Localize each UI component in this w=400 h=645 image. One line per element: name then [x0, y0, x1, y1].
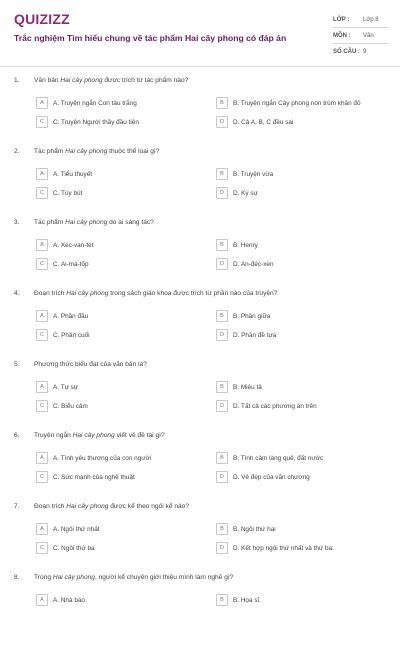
- question-number: 2.: [14, 148, 20, 155]
- answer-letter-box[interactable]: B: [216, 97, 228, 109]
- question-4: [14, 290, 394, 361]
- answer-text: D. Vẻ đẹp của văn chương: [233, 473, 310, 481]
- answer-text: A. Xéc-van-tét: [53, 241, 94, 249]
- answer-options: [36, 239, 394, 270]
- answer-option[interactable]: [36, 168, 216, 180]
- question-prompt: [34, 148, 159, 155]
- answer-letter-box[interactable]: D: [216, 187, 228, 199]
- answer-letter-box[interactable]: D: [216, 258, 228, 270]
- question-3: [14, 219, 394, 290]
- work-title: Hai cây phong: [60, 77, 103, 84]
- work-title: Hai cây phong: [66, 290, 109, 297]
- answer-option[interactable]: [36, 239, 216, 251]
- answer-text: C. Phần cuối: [53, 331, 90, 339]
- answer-option[interactable]: [36, 471, 216, 483]
- answer-letter-box[interactable]: D: [216, 116, 228, 128]
- meta-row-count: [333, 44, 389, 59]
- answer-option[interactable]: [216, 594, 396, 606]
- meta-row-subject: [333, 28, 389, 44]
- meta-value: Văn: [363, 32, 374, 39]
- answer-letter-box[interactable]: C: [36, 400, 48, 412]
- question-text: [14, 361, 394, 381]
- answer-text: A. Ngôi thứ nhất: [53, 525, 100, 533]
- question-text: [14, 148, 394, 168]
- question-5: [14, 361, 394, 432]
- answer-options: [36, 97, 394, 128]
- work-title: Hai cây phong: [72, 432, 115, 439]
- answer-text: D. Cả A, B, C đều sai: [233, 118, 294, 126]
- question-prompt: [34, 77, 188, 84]
- worksheet-title: Trắc nghiệm Tìm hiểu chung về tác phẩm Hai cây phong có đáp án: [14, 33, 287, 43]
- answer-letter-box[interactable]: B: [216, 310, 228, 322]
- answer-option[interactable]: [216, 471, 396, 483]
- question-text: [14, 219, 394, 239]
- answer-text: D. An-đéc-xen: [233, 260, 274, 268]
- answer-option[interactable]: [36, 523, 216, 535]
- answer-text: A. Tự sự: [53, 383, 79, 391]
- quizizz-logo: QUIZIZZ: [14, 11, 70, 27]
- question-text: [14, 503, 394, 523]
- meta-key: SỐ CÂU :: [333, 48, 360, 55]
- answer-letter-box[interactable]: D: [216, 329, 228, 341]
- answer-text: C. Ai-ma-tốp: [53, 260, 89, 268]
- answer-option[interactable]: [216, 381, 396, 393]
- answer-text: B. Ngôi thứ hai: [233, 525, 276, 533]
- answer-option[interactable]: [36, 258, 216, 270]
- answer-text: A. Nhà báo.: [53, 596, 87, 604]
- answer-letter-box[interactable]: A: [36, 381, 48, 393]
- answer-option[interactable]: [216, 452, 396, 464]
- question-prompt-end: được kể theo ngôi kể nào?: [108, 503, 190, 510]
- answer-option[interactable]: [216, 310, 396, 322]
- answer-option[interactable]: [216, 542, 396, 554]
- answer-text: A. Truyện ngắn Con tàu trắng: [53, 99, 137, 107]
- answer-text: C. Tùy bút: [53, 189, 83, 197]
- answer-text: B. Henry: [233, 241, 258, 249]
- answer-text: B. Miêu tả: [233, 383, 262, 391]
- answer-option[interactable]: [216, 168, 396, 180]
- answer-text: C. Ngôi thứ ba: [53, 544, 95, 552]
- answer-letter-box[interactable]: D: [216, 471, 228, 483]
- answer-text: D. Kết hợp ngôi thứ nhất và thứ ba.: [233, 544, 334, 552]
- work-title: Hai cây phong: [65, 219, 108, 226]
- answer-letter-box[interactable]: D: [216, 542, 228, 554]
- question-prompt: [34, 432, 165, 439]
- question-7: [14, 503, 394, 574]
- answer-options: [36, 310, 394, 341]
- answer-text: B. Truyện ngắn Cây phong non trùm khăn đỏ: [233, 99, 361, 107]
- meta-row-class: [333, 12, 389, 28]
- answer-letter-box[interactable]: C: [36, 542, 48, 554]
- answer-text: C. Truyện Người thầy đầu tiên: [53, 118, 139, 126]
- meta-key: LỚP :: [333, 16, 350, 23]
- question-text: [14, 432, 394, 452]
- question-prompt-start: Văn bản: [34, 77, 61, 84]
- answer-text: A. Phần đầu: [53, 312, 89, 320]
- question-8: [14, 574, 394, 645]
- answer-letter-box[interactable]: A: [36, 452, 48, 464]
- question-prompt-end: do ai sáng tác?: [107, 219, 154, 226]
- answer-letter-box[interactable]: A: [36, 594, 48, 606]
- answer-letter-box[interactable]: D: [216, 400, 228, 412]
- answer-letter-box[interactable]: C: [36, 258, 48, 270]
- answer-letter-box[interactable]: C: [36, 116, 48, 128]
- meta-table: [333, 12, 389, 59]
- answer-text: D. Tất cả các phương án trên: [233, 402, 317, 410]
- question-number: 4.: [14, 290, 20, 297]
- answer-letter-box[interactable]: B: [216, 239, 228, 251]
- answer-text: B. Tình cảm làng quê, đất nước: [233, 454, 324, 462]
- answer-option[interactable]: [36, 452, 216, 464]
- answer-letter-box[interactable]: A: [36, 97, 48, 109]
- answer-options: [36, 452, 394, 483]
- answer-letter-box[interactable]: A: [36, 310, 48, 322]
- answer-option[interactable]: [216, 400, 396, 412]
- answer-letter-box[interactable]: A: [36, 523, 48, 535]
- question-prompt: [34, 503, 189, 510]
- answer-text: C. Sức mạnh của nghệ thuật: [53, 473, 135, 481]
- answer-text: D. Ký sự: [233, 189, 258, 197]
- question-number: 5.: [14, 361, 20, 368]
- question-prompt-start: Phương thức biểu đạt của văn bản là?: [34, 361, 147, 368]
- answer-text: B. Phần giữa: [233, 312, 271, 320]
- question-prompt-start: Tác phẩm: [34, 148, 66, 155]
- answer-option[interactable]: [36, 542, 216, 554]
- answer-letter-box[interactable]: B: [216, 381, 228, 393]
- question-6: [14, 432, 394, 503]
- question-prompt-start: Đoạn trích: [34, 503, 67, 510]
- question-prompt-start: Truyện ngắn: [34, 432, 73, 439]
- answer-option[interactable]: [36, 97, 216, 109]
- answer-text: C. Biểu cảm: [53, 402, 88, 410]
- answer-option[interactable]: [216, 187, 396, 199]
- answer-options: [36, 168, 394, 199]
- answer-text: B. Truyện vừa: [233, 170, 274, 178]
- answer-option[interactable]: [216, 523, 396, 535]
- question-prompt-end: thuộc thể loại gì?: [107, 148, 160, 155]
- answer-text: A. Tình yêu thương của con người: [53, 454, 152, 462]
- answer-letter-box[interactable]: A: [36, 168, 48, 180]
- question-text: [14, 574, 394, 594]
- answer-option[interactable]: [36, 310, 216, 322]
- question-number: 1.: [14, 77, 20, 84]
- question-prompt-end: , người kể chuyện giới thiệu mình làm nghề gì?: [94, 574, 234, 581]
- question-list: [14, 77, 394, 645]
- question-number: 8.: [14, 574, 20, 581]
- question-prompt: [34, 290, 277, 297]
- answer-letter-box[interactable]: C: [36, 187, 48, 199]
- answer-text: A. Tiểu thuyết: [53, 170, 93, 178]
- question-number: 7.: [14, 503, 20, 510]
- answer-letter-box[interactable]: C: [36, 329, 48, 341]
- answer-text: D. Phần đề tựa: [233, 331, 277, 339]
- question-prompt-start: Tác phẩm: [34, 219, 66, 226]
- question-number: 6.: [14, 432, 20, 439]
- question-prompt-start: Trong: [34, 574, 53, 581]
- answer-option[interactable]: [36, 381, 216, 393]
- answer-letter-box[interactable]: A: [36, 239, 48, 251]
- answer-option[interactable]: [36, 187, 216, 199]
- question-prompt-end: được trích từ tác phẩm nào?: [102, 77, 189, 84]
- answer-option[interactable]: [36, 116, 216, 128]
- answer-letter-box[interactable]: B: [216, 452, 228, 464]
- answer-options: [36, 594, 394, 606]
- answer-option[interactable]: [216, 329, 396, 341]
- answer-option[interactable]: [216, 97, 396, 109]
- answer-option[interactable]: [36, 329, 216, 341]
- meta-key: MÔN :: [333, 32, 351, 39]
- work-title: Hai cây phong: [65, 148, 108, 155]
- meta-value: Lớp 8: [363, 16, 379, 23]
- answer-option[interactable]: [216, 116, 396, 128]
- answer-option[interactable]: [36, 594, 216, 606]
- answer-options: [36, 523, 394, 554]
- question-1: [14, 77, 394, 148]
- answer-option[interactable]: [36, 400, 216, 412]
- answer-letter-box[interactable]: B: [216, 594, 228, 606]
- meta-value: 9: [363, 48, 367, 55]
- answer-option[interactable]: [216, 239, 396, 251]
- question-2: [14, 148, 394, 219]
- question-number: 3.: [14, 219, 20, 226]
- question-prompt-end: trong sách giáo khoa được trích từ phần nào của truyện?: [108, 290, 278, 297]
- answer-option[interactable]: [216, 258, 396, 270]
- question-prompt: [34, 219, 154, 226]
- answer-options: [36, 381, 394, 412]
- question-prompt: [34, 361, 147, 368]
- answer-letter-box[interactable]: B: [216, 523, 228, 535]
- answer-letter-box[interactable]: B: [216, 168, 228, 180]
- work-title: Hai cây phong: [66, 503, 109, 510]
- question-prompt-end: viết về đề tài gì?: [114, 432, 165, 439]
- question-prompt: [34, 574, 233, 581]
- answer-text: B. Họa sĩ.: [233, 596, 262, 604]
- answer-letter-box[interactable]: C: [36, 471, 48, 483]
- question-prompt-start: Đoạn trích: [34, 290, 67, 297]
- question-text: [14, 77, 394, 97]
- question-text: [14, 290, 394, 310]
- header-divider: [0, 66, 400, 67]
- work-title: Hai cây phong: [52, 574, 95, 581]
